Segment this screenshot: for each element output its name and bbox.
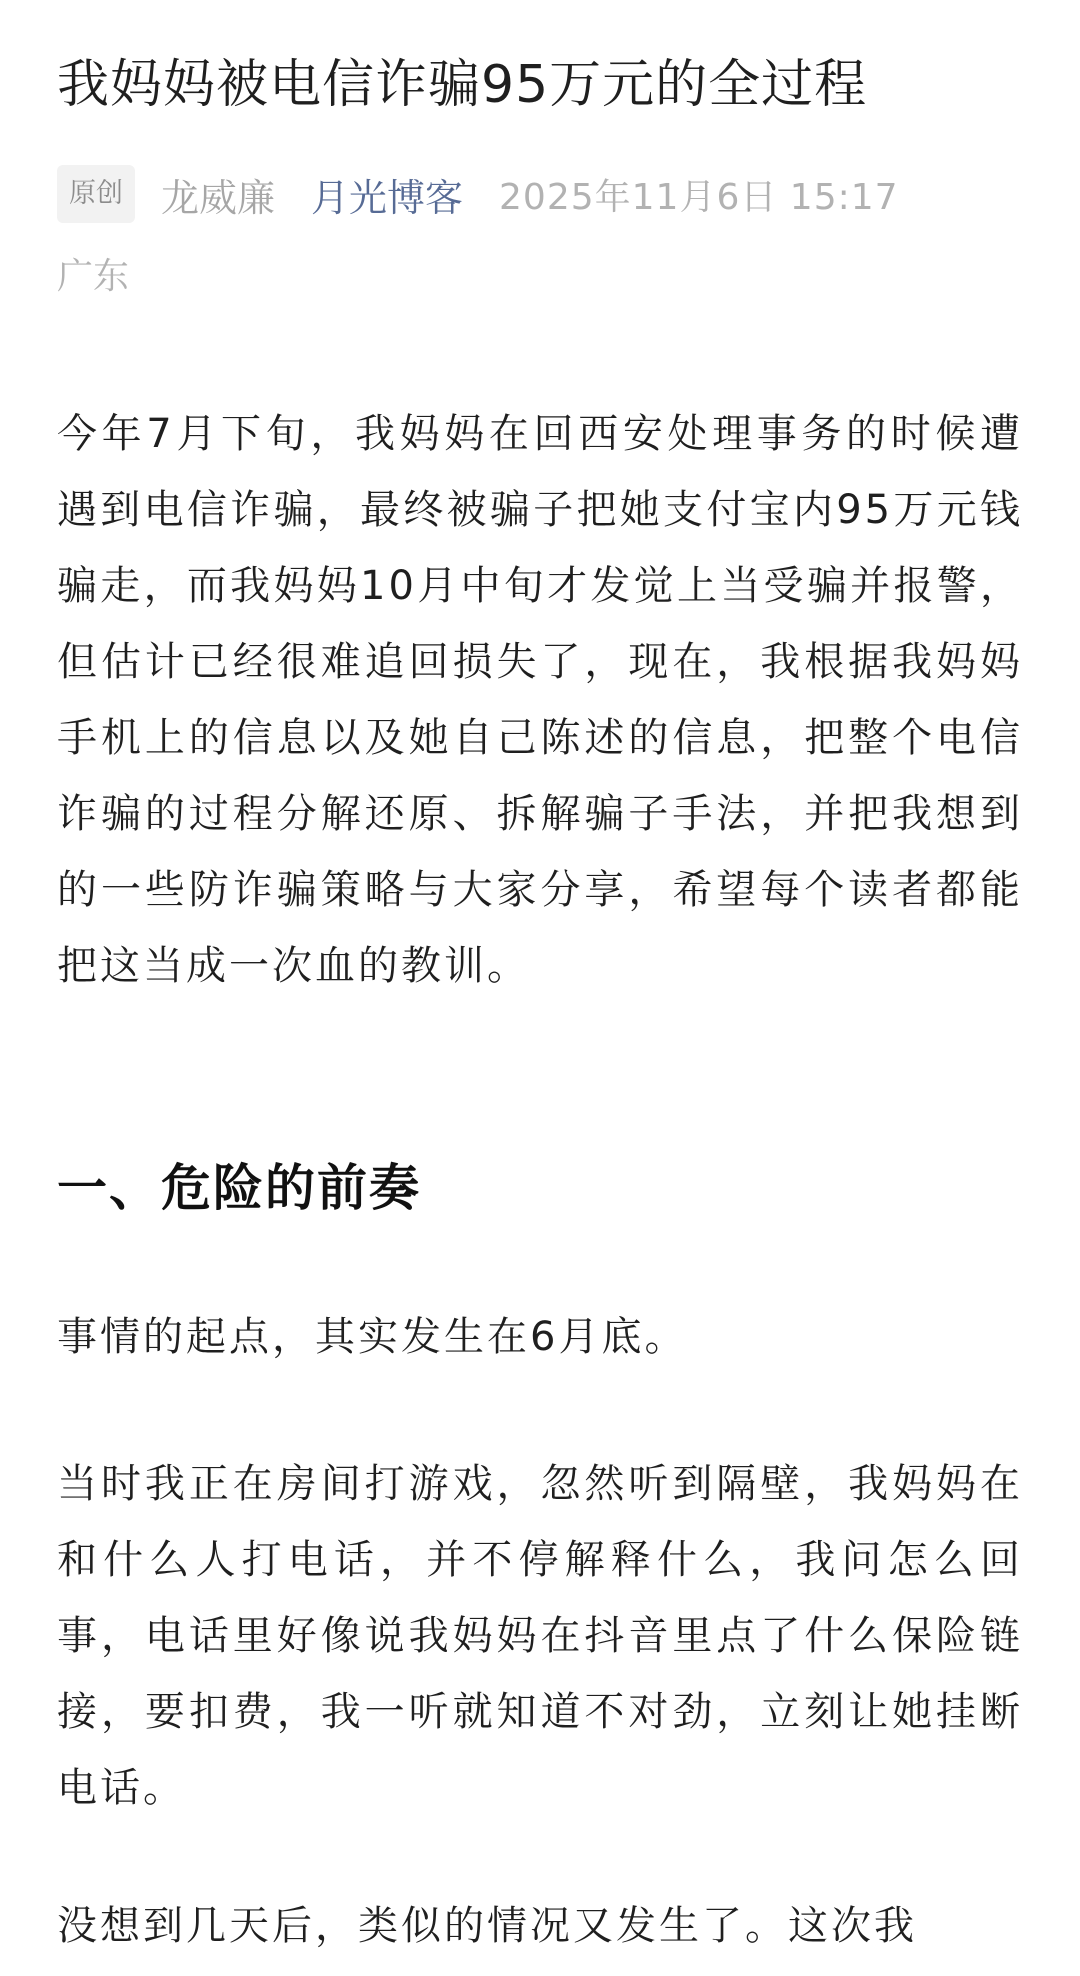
paragraph-phone-call: 当时我正在房间打游戏，忽然听到隔壁，我妈妈在和什么人打电话，并不停解释什么，我问怎么回事，电话里好像说我妈妈在抖音里点了什么保险链接，要扣费，我一听就知道不对劲，立刻让她挂断电话。 <box>57 1461 1023 1811</box>
article-title: 我妈妈被电信诈骗95万元的全过程 <box>57 55 868 115</box>
original-badge: 原创 <box>57 165 135 223</box>
publish-location: 广东 <box>57 256 130 297</box>
article-meta <box>57 165 899 223</box>
section-heading: 一、危险的前奏 <box>57 1159 421 1217</box>
paragraph-continued: 没想到几天后，类似的情况又发生了。这次我 <box>57 1903 917 1949</box>
paragraph-intro: 今年7月下旬，我妈妈在回西安处理事务的时候遭遇到电信诈骗，最终被骗子把她支付宝内95万元钱骗走，而我妈妈10月中旬才发觉上当受骗并报警，但估计已经很难追回损失了，现在，我根据我妈妈手机上的信息以及她自己陈述的信息，把整个电信诈骗的过程分解还原、拆解骗子手法，并把我想到的一些防诈骗策略与大家分享，希望每个读者都能把这当成一次血的教训。 <box>57 411 1023 989</box>
author-name: 龙威廉 <box>161 175 276 220</box>
publish-datetime: 2025年11月6日 15:17 <box>499 176 899 218</box>
account-link[interactable]: 月光博客 <box>311 175 464 220</box>
paragraph-start: 事情的起点，其实发生在6月底。 <box>57 1314 688 1360</box>
